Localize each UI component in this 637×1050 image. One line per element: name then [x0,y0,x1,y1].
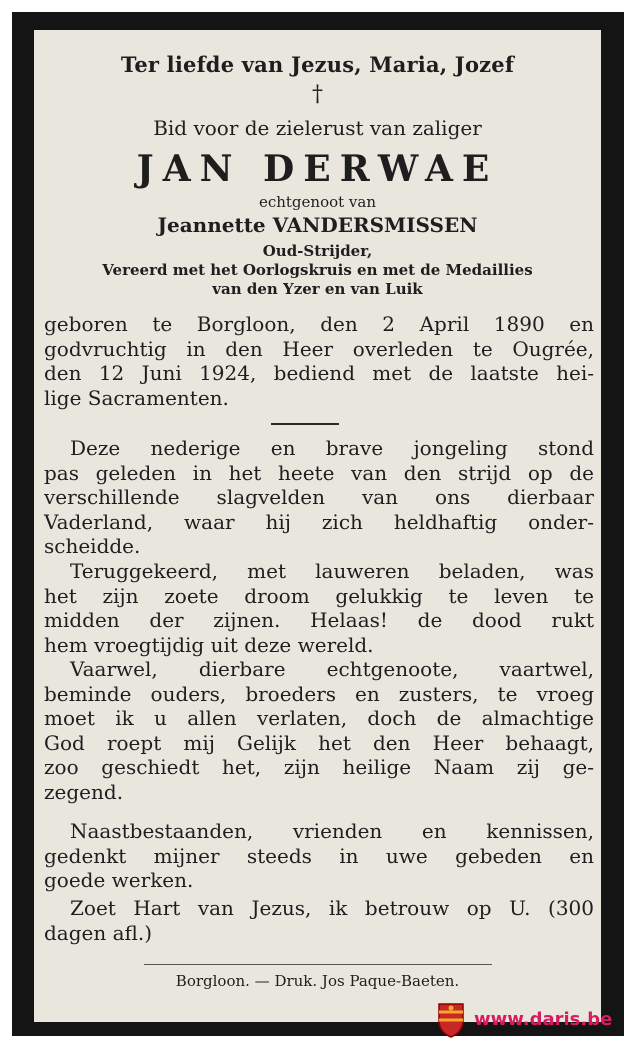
cross-icon: † [312,82,323,107]
text-line: geboren te Borgloon, den 2 April 1890 en [44,312,594,336]
text-line: lige Sacramenten. [44,385,229,410]
text-line: Teruggekeerd, met lauweren beladen, was [70,559,594,583]
paragraph-remember [44,819,594,893]
paragraph-soldier [44,436,594,559]
watermark[interactable] [436,1000,612,1038]
text-line: scheidde. [44,534,141,558]
text-line: godvruchtig in den Heer overleden te Ougrée, [44,336,594,361]
divider [271,423,339,425]
honours-block [34,242,601,299]
text-line: Vaderland, waar hij zich heldhaftig onder- [44,509,594,534]
printer-credit: Borgloon. — Druk. Jos Paque-Baeten. [175,972,460,990]
footer-divider [144,964,492,965]
honours-line: van den Yzer en van Luik [212,280,423,298]
honours-line: Oud-Strijder, [262,242,373,260]
text-line: goede werken. [44,868,194,892]
text-line: Zoet Hart van Jezus, ik betrouw op U. (300 [70,896,594,920]
text-line: dagen afl.) [44,920,153,945]
text-line: zegend. [44,779,124,804]
text-line: zoo geschiedt het, zijn heilige Naam zij ge- [44,755,594,779]
memorial-card [34,30,601,1022]
paragraph-return [44,559,594,657]
text-line: den 12 Juni 1924, bediend met de laatste hei- [44,361,594,385]
text-line: pas geleden in het heete van den strijd op de [44,460,594,485]
text-line: het zijn zoete droom gelukkig te leven te [44,583,594,608]
shield-crest-icon [436,1000,466,1038]
text-line: verschillende slagvelden van ons dierbaar [44,485,594,509]
card-header: Ter liefde van Jezus, Maria, Jozef [120,52,515,77]
deceased-name: JAN DERWAE [136,148,499,190]
biography-intro [44,312,594,410]
text-line: Vaarwel, dierbare echtgenoote, vaartwel, [70,657,594,681]
text-line: midden der zijnen. Helaas! de dood rukt [44,608,594,632]
spouse-label: echtgenoot van [258,193,377,211]
text-line: hem vroegtijdig uit deze wereld. [44,632,374,657]
watermark-url[interactable]: www.daris.be [474,1008,613,1030]
text-line: Naastbestaanden, vrienden en kennissen, [70,819,594,843]
spouse-name: Jeannette VANDERSMISSEN [157,213,478,237]
text-line: God roept mij Gelijk het den Heer behaagt, [44,730,594,755]
prayer-line: Bid voor de zielerust van zaliger [153,116,482,140]
text-line: Deze nederige en brave jongeling stond [70,436,594,460]
honours-line: Vereerd met het Oorlogskruis en met de Medaillies [102,261,533,279]
paragraph-prayer [44,896,594,945]
text-line: moet ik u allen verlaten, doch de almachtige [44,706,594,730]
text-line: beminde ouders, broeders en zusters, te vroeg [44,681,594,706]
text-line: gedenkt mijner steeds in uwe gebeden en [44,843,594,868]
paragraph-farewell [44,657,594,804]
